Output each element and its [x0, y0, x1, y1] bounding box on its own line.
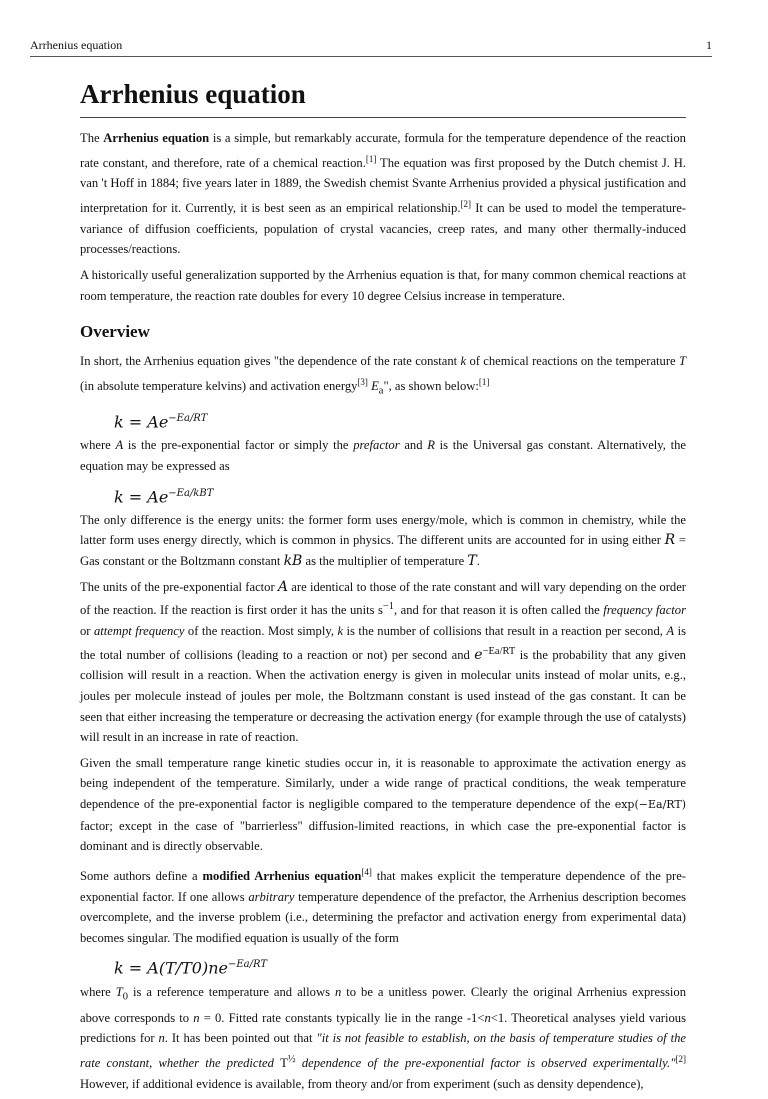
citation-ref[interactable]: [2]: [460, 198, 471, 209]
kb-symbol: kB: [283, 553, 303, 570]
overview-paragraph-7: where $T_0$ is a reference temperature and allows n to be a unitless power. Clearly the original Arrhenius expression above corresponds to n = 0. Fitted rate constants typically lie in the range -1<n<1. Theoretical analyses yield various predictions for n. It has been pointed out that "it is not feasible to establish, on the basis of temperature studies of the rate constant, whether the predicted $T^{\frac{1}{2}}$ dependence of the pre-exponential factor is observed experimentally."[2] However, if additional evidence is available, from theory and/or from experiment (such as density dependence),: [80, 984, 686, 1091]
ea-symbol: E: [371, 378, 379, 393]
citation-ref[interactable]: [1]: [478, 376, 490, 387]
overview-paragraph-5: Given the small temperature range kinetic studies occur in, it is reasonable to approximate the activation energy as being independent of the temperature. Similarly, under a wide range of practical conditions, the weak temperature dependence of the pre-exponential factor is negligible compared to the temperature dependence of the exp(−Ea/RT) factor; except in the case of "barrierless" diffusion-limited reactions, in which case the pre-exponential factor is dominant and is directly observable.: [80, 755, 686, 854]
page-number: 1: [706, 38, 712, 52]
intro-paragraph-1: The Arrhenius equation is a simple, but remarkably accurate, formula for the temperature dependence of the reaction rate constant, and therefore, rate of a chemical reaction.[1] The equation was first proposed by the Dutch chemist J. H. van 't Hoff in 1884; five years later in 1889, the Swedish chemist Svante Arrhenius provided a physical justification and interpretation for it. Currently, it is best seen as an empirical relationship.[2] It can be used to model the temperature-variance of diffusion coefficients, population of crystal vacancies, creep rates, and many other thermally-induced processes/reactions.: [80, 131, 686, 257]
term-prefactor: prefactor: [353, 438, 400, 453]
overview-paragraph-2: where A is the pre-exponential factor or simply the prefactor and R is the Universal gas constant. Alternatively, the equation may be expressed as: [80, 438, 687, 473]
a-symbol: A: [277, 578, 289, 595]
article-body: [80, 76, 686, 1099]
term-frequency-factor: frequency factor: [603, 603, 686, 618]
term-modified-arrhenius: modified Arrhenius equation: [202, 868, 362, 883]
running-header: [30, 38, 712, 57]
r-symbol: R: [664, 532, 676, 549]
term-arrhenius-equation: Arrhenius equation: [103, 131, 210, 145]
overview-paragraph-1: In short, the Arrhenius equation gives "the dependence of the rate constant k of chemical reactions on the temperature T (in absolute temperature kelvins) and activation energy[3] $E_a$", as shown below:[1]: [80, 354, 686, 397]
section-heading-overview: Overview: [80, 322, 150, 342]
t-symbol: T: [467, 553, 477, 570]
formula-modified-arrhenius: $k = A(T/T0)ne^{-Ea/RT}$: [114, 958, 268, 978]
overview-paragraph-4: The units of the pre-exponential factor A are identical to those of the rate constant and will vary depending on the order of the reaction. If the reaction is first order it has the units $s^{-1}$, and for that reason it is often called the frequency factor or attempt frequency of the reaction. Most simply, k is the number of collisions that result in a reaction per second, A is the total number of collisions (leading to a reaction or not) per second and $e^{-Ea/RT}$ is the probability that any given collision will result in a reaction. When the activation energy is given in molecular units instead of molar units, e.g., joules per molecule instead of joules per mole, the Boltzmann constant is used instead of the gas constant. It can be seen that either increasing the temperature or decreasing the activation energy (for example through the use of catalysts) will result in an increase in rate of reaction.: [80, 578, 686, 745]
intro-paragraph-2: A historically useful generalization supported by the Arrhenius equation is that, for many common chemical reactions at room temperature, the reaction rate doubles for every 10 degree Celsius increase in temperature.: [80, 267, 686, 303]
formula-arrhenius: $k = Ae^{-Ea/RT}$: [114, 412, 208, 432]
citation-ref[interactable]: [4]: [361, 866, 372, 877]
exp-function: exp(−Ea/RT): [614, 797, 686, 811]
article-title: Arrhenius equation: [80, 76, 686, 118]
term-attempt-frequency: attempt frequency: [93, 624, 185, 639]
overview-paragraph-3: The only difference is the energy units: the former form uses energy/mole, which is common in chemistry, while the latter form uses energy directly, which is common in physics. The different units are accounted for in using either R = Gas constant or the Boltzmann constant kB as the multiplier of temperature T.: [80, 512, 686, 570]
overview-paragraph-6: Some authors define a modified Arrhenius equation[4] that makes explicit the temperature dependence of the pre-exponential factor. If one allows arbitrary temperature dependence of the prefactor, the Arrhenius description becomes overcomplete, and the inverse problem (i.e., determining the prefactor and activation energy from experimental data) becomes singular. The modified equation is usually of the form: [80, 866, 687, 945]
citation-ref[interactable]: [1]: [365, 153, 377, 164]
running-title: Arrhenius equation: [30, 38, 123, 52]
citation-ref[interactable]: [2]: [675, 1053, 686, 1064]
formula-arrhenius-boltzmann: $k = Ae^{-Ea/kBT}$: [114, 486, 214, 506]
exp-symbol: e: [474, 646, 483, 663]
citation-ref[interactable]: [3]: [357, 376, 368, 387]
